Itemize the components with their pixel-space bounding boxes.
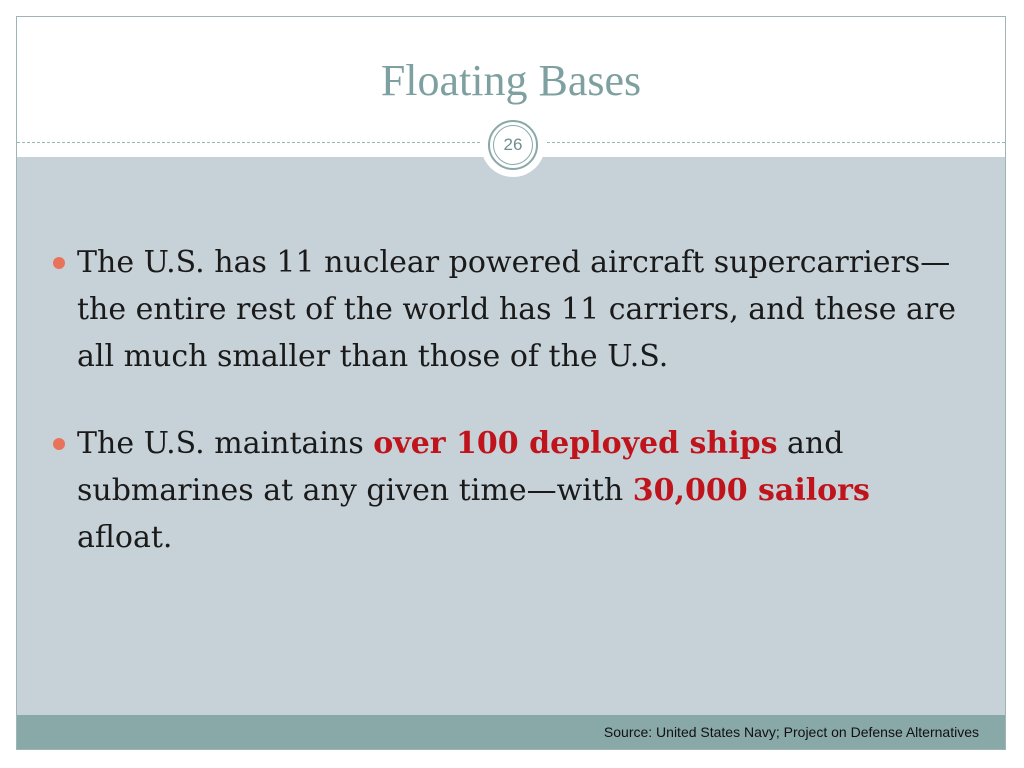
bullet-text-part: and submarines at any given time—with bbox=[77, 426, 844, 508]
bullet-text: The U.S. has 11 nuclear powered aircraft supercarriers—the entire rest of the world has 11 carriers, and these are all much smaller than those of the U.S. bbox=[77, 245, 957, 374]
bullet-list bbox=[53, 239, 973, 601]
bullet-text-part: afloat. bbox=[77, 520, 173, 555]
content-area bbox=[17, 157, 1005, 715]
bullet-item bbox=[53, 420, 973, 561]
slide bbox=[16, 16, 1006, 750]
bullet-text-part: The U.S. maintains bbox=[77, 426, 374, 461]
highlight-ships: over 100 deployed ships bbox=[373, 426, 778, 461]
bullet-dot-icon bbox=[53, 257, 65, 269]
slide-number: 26 bbox=[503, 135, 523, 154]
slide-title: Floating Bases bbox=[380, 56, 642, 105]
bullet-item bbox=[53, 239, 973, 380]
bullet-dot-icon bbox=[53, 438, 65, 450]
footer-bar bbox=[17, 715, 1005, 749]
source-citation: Source: United States Navy; Project on Defense Alternatives bbox=[603, 724, 979, 740]
slide-number-badge bbox=[481, 113, 545, 177]
highlight-sailors: 30,000 sailors bbox=[632, 473, 870, 508]
slide-number-circle bbox=[488, 120, 538, 170]
